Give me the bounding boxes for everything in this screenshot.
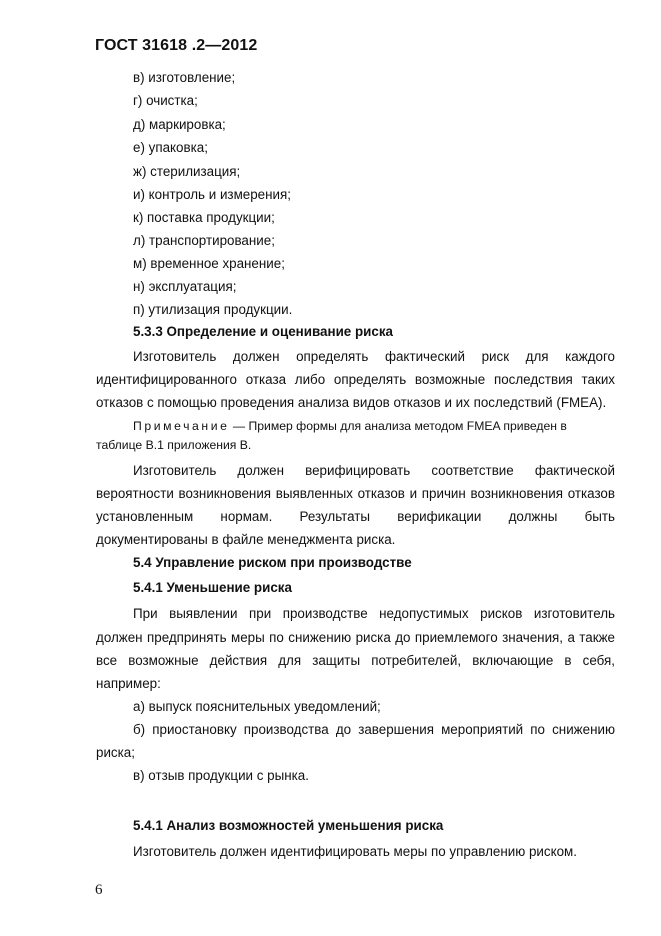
paragraph-line: идентифицированного отказа либо определять возможные последствия таких bbox=[96, 372, 615, 387]
section-heading-5-4-1-analysis: 5.4.1 Анализ возможностей уменьшения риска bbox=[133, 818, 444, 833]
list-item: л) транспортирование; bbox=[133, 233, 275, 248]
list-item: п) утилизация продукции. bbox=[133, 302, 293, 317]
paragraph-line: Изготовитель должен идентифицировать меры по управлению риском. bbox=[133, 844, 577, 859]
list-item: г) очистка; bbox=[133, 93, 198, 108]
paragraph-line: Изготовитель должен определять фактический риск для каждого bbox=[133, 349, 615, 364]
section-heading-5-3-3: 5.3.3 Определение и оценивание риска bbox=[133, 324, 393, 339]
list-item: б) приостановку производства до завершения мероприятий по снижению bbox=[133, 722, 615, 737]
paragraph-line: вероятности возникновения выявленных отказов и причин возникновения отказов bbox=[96, 486, 615, 501]
list-item: и) контроль и измерения; bbox=[133, 187, 291, 202]
section-heading-5-4: 5.4 Управление риском при производстве bbox=[133, 555, 412, 570]
list-item: а) выпуск пояснительных уведомлений; bbox=[133, 699, 381, 714]
section-heading-5-4-1: 5.4.1 Уменьшение риска bbox=[133, 580, 292, 595]
list-item: в) изготовление; bbox=[133, 70, 236, 85]
paragraph-line: должен предпринять меры по снижению риска до приемлемого значения, а также bbox=[96, 630, 615, 645]
list-item: м) временное хранение; bbox=[133, 256, 285, 271]
paragraph-line: При выявлении при производстве недопустимых рисков изготовитель bbox=[133, 606, 615, 621]
paragraph-line: отказов с помощью проведения анализа видов отказов и их последствий (FMEA). bbox=[96, 395, 607, 410]
list-item: ж) стерилизация; bbox=[133, 164, 241, 179]
list-item: н) эксплуатация; bbox=[133, 279, 237, 294]
paragraph-line: Изготовитель должен верифицировать соответствие фактической bbox=[133, 463, 615, 478]
list-item: д) маркировка; bbox=[133, 117, 226, 132]
paragraph-line: все возможные действия для защиты потребителей, включающие в себя, bbox=[96, 653, 615, 668]
list-item: е) упаковка; bbox=[133, 140, 208, 155]
paragraph-line: например: bbox=[96, 676, 161, 691]
note-text: — Пример формы для анализа методом FMEA приведен в bbox=[229, 419, 567, 433]
list-item: к) поставка продукции; bbox=[133, 210, 275, 225]
list-item: в) отзыв продукции с рынка. bbox=[133, 768, 309, 783]
paragraph-line: документированы в файле менеджмента риска. bbox=[96, 532, 396, 547]
note-label: Примечание bbox=[133, 419, 230, 433]
note-line: таблице В.1 приложения В. bbox=[96, 438, 252, 452]
paragraph-line: установленным нормам. Результаты верификации должны быть bbox=[96, 509, 615, 524]
document-header: ГОСТ 31618 .2—2012 bbox=[95, 37, 258, 54]
note bbox=[133, 418, 615, 434]
list-item-continuation: риска; bbox=[96, 745, 135, 760]
page-number: 6 bbox=[95, 882, 103, 898]
